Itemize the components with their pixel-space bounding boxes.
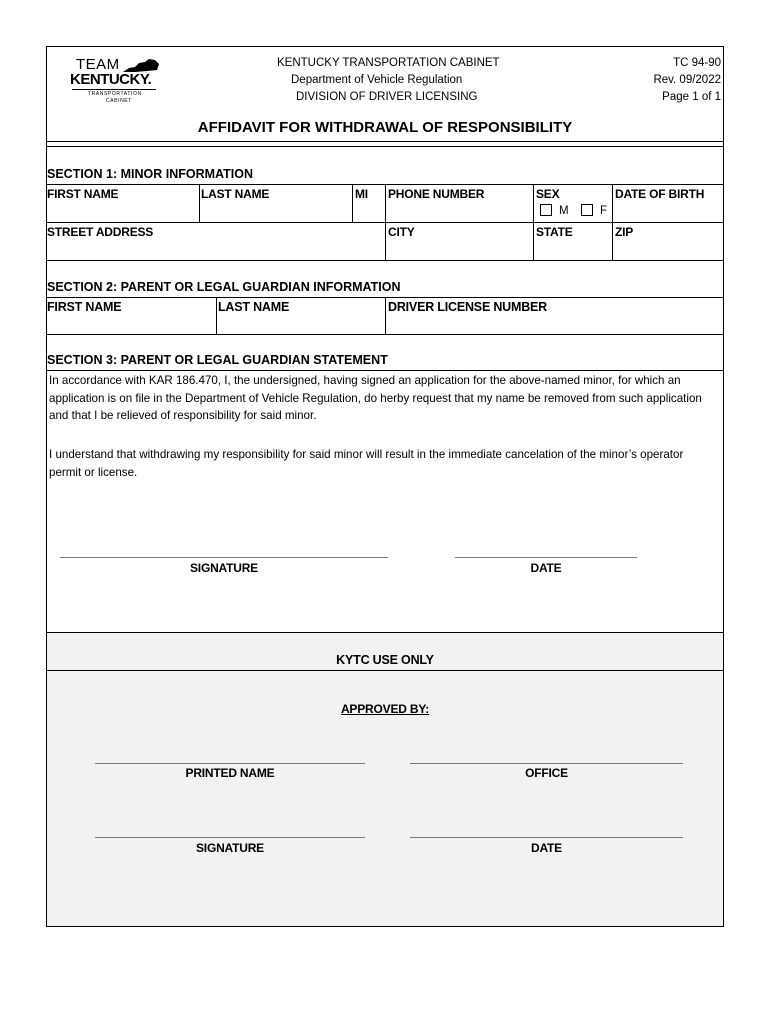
guardian-first-name-label: FIRST NAME <box>47 300 122 314</box>
statement-paragraph-1: In accordance with KAR 186.470, I, the undersigned, having signed an application for the above-named minor, for which an application is on file in the Department of Vehicle Regulation, do herby request that my name be removed from such application and that I be relieved of responsibility for said minor. <box>49 374 702 422</box>
form-number: TC 94-90 <box>673 57 721 69</box>
s1-bottom-rule <box>46 260 724 261</box>
division-name: DIVISION OF DRIVER LICENSING <box>296 91 478 103</box>
minor-dob-field[interactable] <box>613 185 723 221</box>
guardian-dl-field[interactable] <box>386 298 723 334</box>
minor-street-label: STREET ADDRESS <box>47 225 154 239</box>
section3-heading: SECTION 3: PARENT OR LEGAL GUARDIAN STATEMENT <box>47 353 388 367</box>
section3-top-rule <box>46 370 724 371</box>
header-divider-inner <box>46 146 724 147</box>
office-label: OFFICE <box>525 766 568 780</box>
form-revision: Rev. 09/2022 <box>653 74 721 86</box>
guardian-signature-label: SIGNATURE <box>190 561 258 575</box>
minor-state-label: STATE <box>536 225 573 239</box>
kytc-date-label: DATE <box>531 841 562 855</box>
s2-divider <box>216 297 217 334</box>
agency-name: KENTUCKY TRANSPORTATION CABINET <box>277 57 500 69</box>
sex-female-checkbox[interactable] <box>581 204 593 216</box>
minor-first-name-label: FIRST NAME <box>47 187 119 201</box>
minor-first-name-field[interactable] <box>46 185 199 221</box>
minor-mi-label: MI <box>355 187 368 201</box>
minor-last-name-label: LAST NAME <box>201 187 270 201</box>
section1-heading: SECTION 1: MINOR INFORMATION <box>47 167 254 181</box>
logo-transportation-text: TRANSPORTATION <box>88 91 142 97</box>
minor-street-field[interactable] <box>46 223 384 259</box>
page-number: Page 1 of 1 <box>662 91 721 103</box>
guardian-date-line[interactable] <box>455 557 637 558</box>
guardian-last-name-field[interactable] <box>217 298 385 334</box>
minor-sex-label: SEX <box>536 187 560 201</box>
minor-last-name-field[interactable] <box>200 185 352 221</box>
s1-divider <box>199 184 200 222</box>
logo-cabinet-text: CABINET <box>106 98 132 104</box>
approved-by-label: APPROVED BY: <box>340 702 430 716</box>
kytc-top-rule <box>46 632 724 633</box>
office-line[interactable] <box>410 763 683 764</box>
guardian-dl-label: DRIVER LICENSE NUMBER <box>388 300 548 314</box>
guardian-signature-line[interactable] <box>60 557 388 558</box>
minor-dob-label: DATE OF BIRTH <box>615 187 705 201</box>
minor-zip-field[interactable] <box>613 223 723 259</box>
minor-state-field[interactable] <box>534 223 612 259</box>
minor-phone-label: PHONE NUMBER <box>388 187 485 201</box>
department-name: Department of Vehicle Regulation <box>291 74 463 86</box>
minor-mi-field[interactable] <box>353 185 385 221</box>
sex-female-label: F <box>600 205 608 217</box>
s2-divider <box>385 297 386 334</box>
logo-team-text: TEAM <box>76 56 120 73</box>
kytc-date-line[interactable] <box>410 837 683 838</box>
form-title: AFFIDAVIT FOR WITHDRAWAL OF RESPONSIBILITY <box>197 119 573 136</box>
guardian-first-name-field[interactable] <box>46 298 215 334</box>
minor-city-field[interactable] <box>386 223 533 259</box>
kytc-heading: KYTC USE ONLY <box>336 653 434 667</box>
guardian-last-name-label: LAST NAME <box>218 300 290 314</box>
section2-heading: SECTION 2: PARENT OR LEGAL GUARDIAN INFORMATION <box>47 280 401 294</box>
s2-bottom-rule <box>46 334 724 335</box>
logo-kentucky-text: KENTUCKY. <box>70 71 152 88</box>
printed-name-line[interactable] <box>95 763 365 764</box>
s1-divider <box>352 184 353 222</box>
sex-male-label: M <box>559 205 569 217</box>
header-divider <box>46 141 724 142</box>
kytc-signature-label: SIGNATURE <box>196 841 264 855</box>
minor-city-label: CITY <box>388 225 415 239</box>
kytc-heading-rule <box>46 670 724 671</box>
kytc-signature-line[interactable] <box>95 837 365 838</box>
statement-paragraph-2: I understand that withdrawing my responsibility for said minor will result in the immediate cancelation of the minor’s operator permit or license. <box>49 448 684 479</box>
printed-name-label: PRINTED NAME <box>185 766 275 780</box>
team-kentucky-logo <box>66 54 166 116</box>
minor-zip-label: ZIP <box>615 225 634 239</box>
sex-male-checkbox[interactable] <box>540 204 552 216</box>
minor-phone-field[interactable] <box>386 185 533 221</box>
logo-underline <box>72 89 156 90</box>
guardian-date-label: DATE <box>530 561 562 575</box>
